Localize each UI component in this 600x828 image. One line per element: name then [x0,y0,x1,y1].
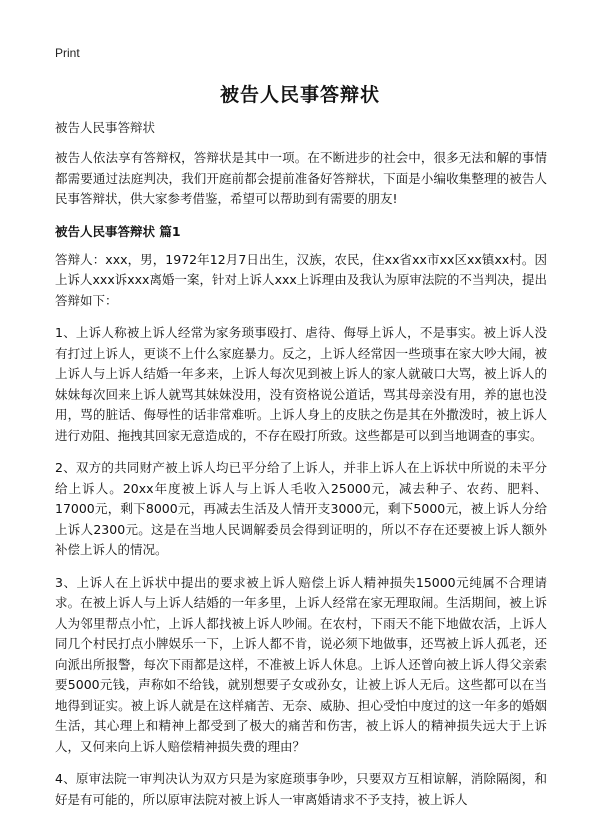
body-paragraph-2: 2、双方的共同财产被上诉人均已平分给了上诉人，并非上诉人在上诉状中所说的未平分给上诉人。20xx年度被上诉人与上诉人毛收入25000元，减去种子、农药、肥料、17000元，剩下8000元，再减去生活及人情开支3000元，剩下5000元，被上诉人分给上诉人2300元。这是在当地人民调解委员会得到证明的，所以不存在还要被上诉人额外补偿上诉人的情况。 [55,460,547,557]
page-title: 被告人民事答辩状 [219,84,380,106]
print-link[interactable]: Print [55,46,80,60]
document-subtitle: 被告人民事答辩状 [55,120,156,135]
body-paragraph-4: 4、原审法院一审判决认为双方只是为家庭琐事争吵，只要双方互相谅解，消除隔阂，和好是有可能的，所以原审法院对被上诉人一审离婚请求不予支持，被上诉人 [55,771,547,807]
body-paragraph-1: 1、上诉人称被上诉人经常为家务琐事殴打、虐待、侮辱上诉人，不是事实。被上诉人没有打过上诉人，更谈不上什么家庭暴力。反之，上诉人经常因一些琐事在家大吵大闹，被上诉人与上诉人结婚一年多来，上诉人每次见到被上诉人的家人就破口大骂，被上诉人的妹妹每次回来上诉人就骂其妹妹没用，没有资格说公道话，骂其母亲没有用，养的崽也没用，骂的脏话、侮辱性的话非常难听。上诉人身上的皮肤之伤是其在外撒泼时，被上诉人进行劝阻、拖拽其回家无意造成的，不存在殴打所致。这些都是可以到当地调查的事实。 [55,325,547,443]
body-paragraph-0: 答辩人：xxx，男，1972年12月7日出生，汉族，农民，住xx省xx市xx区xx镇xx村。因上诉人xxx诉xxx离婚一案，针对上诉人xxx上诉理由及我认为原审法院的不当判决，提出答辩如下： [55,251,547,308]
document-body [55,118,547,822]
body-paragraph-3: 3、上诉人在上诉状中提出的要求被上诉人赔偿上诉人精神损失15000元纯属不合理请求。在被上诉人与上诉人结婚的一年多里，上诉人经常在家无理取闹。生活期间，被上诉人为邻里帮点小忙，上诉人都找被上诉人吵闹。在农村，下雨天不能下地做农活，上诉人同几个村民打点小牌娱乐一下，上诉人都不肯，说必须下地做事，还骂被上诉人孤老，还向派出所报警，每次下雨都是这样，不准被上诉人休息。上诉人还曾向被上诉人得父亲索要5000元钱，声称如不给钱，就别想要子女或孙女，让被上诉人无后。这些都可以在当地得到证实。被上诉人就是在这样痛苦、无奈、威胁、担心受怕中度过的这一年多的婚姻生活，其心理上和精神上都受到了极大的痛苦和伤害，被上诉人的精神损失远大于上诉人，又何来向上诉人赔偿精神损失费的理由？ [55,574,547,754]
section-heading: 被告人民事答辩状 篇1 [55,223,181,239]
intro-paragraph: 被告人依法享有答辩权，答辩状是其中一项。在不断进步的社会中，很多无法和解的事情都需要通过法庭判决，我们开庭前都会提前准备好答辩状，下面是小编收集整理的被告人民事答辩状，供大家参考借鉴，希望可以帮助到有需要的朋友! [55,150,547,206]
